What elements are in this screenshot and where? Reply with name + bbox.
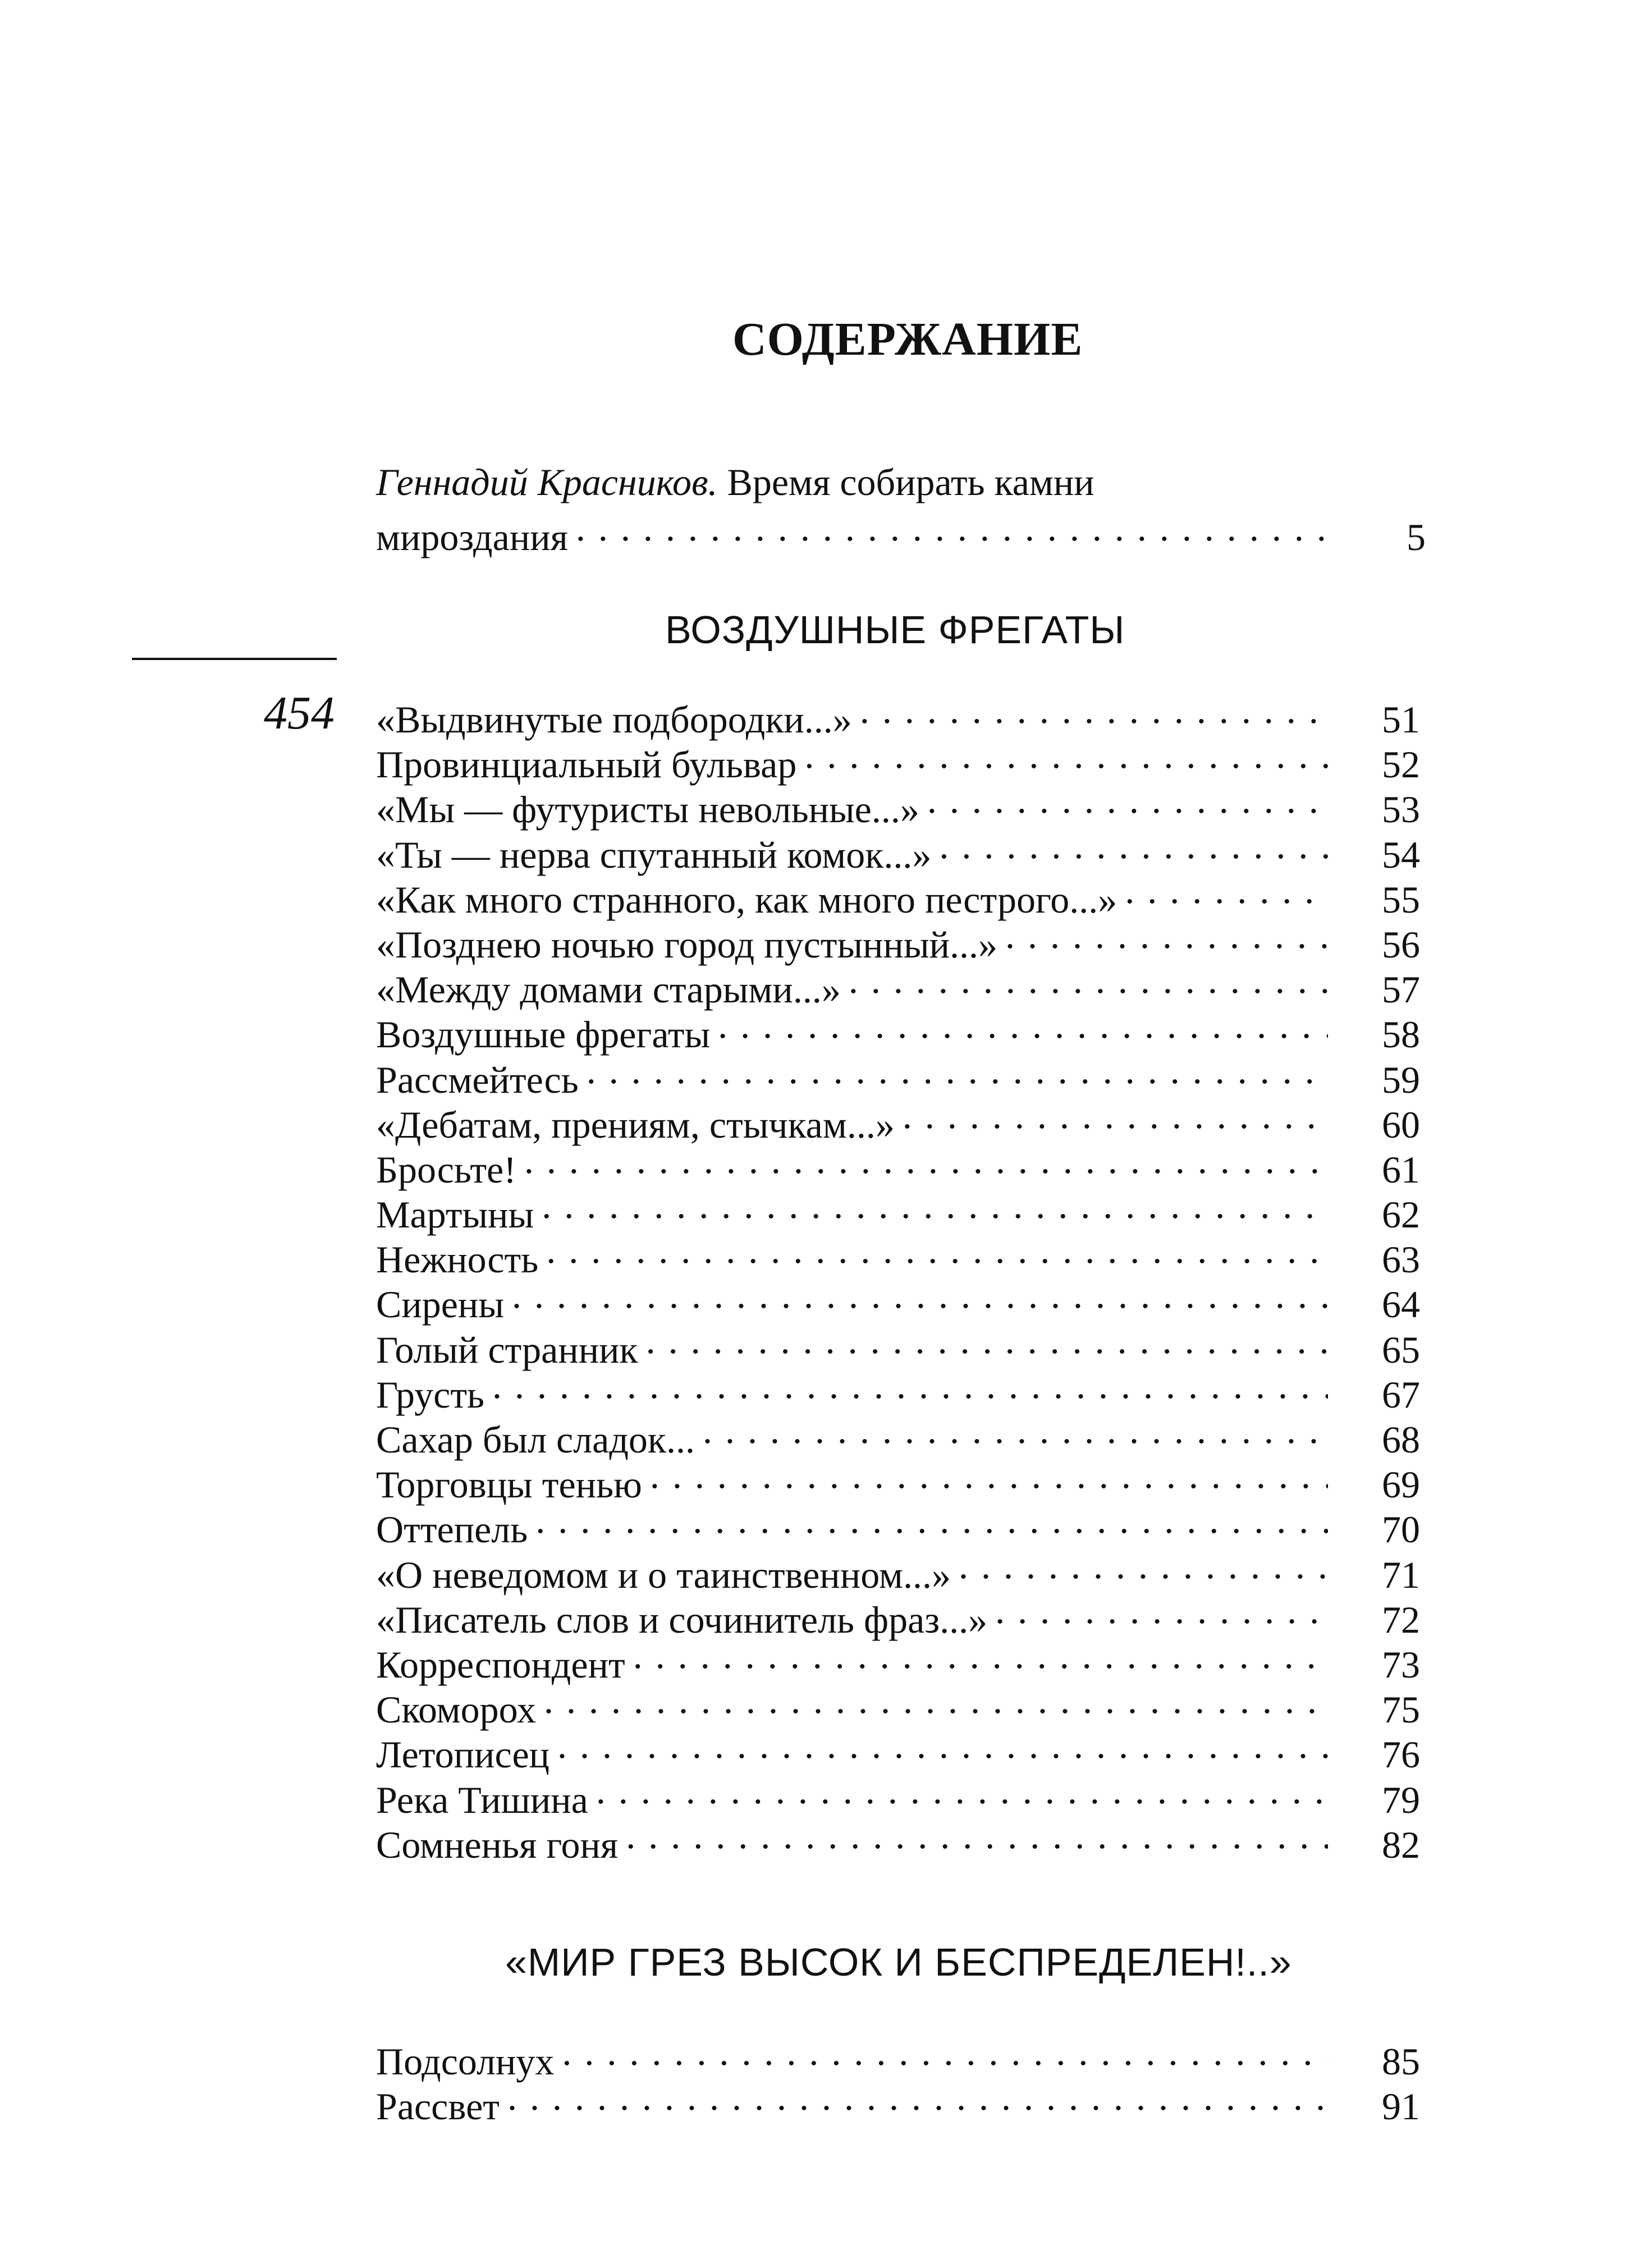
intro-page-number: 5 [1407,516,1426,558]
toc-entry-title: «Писатель слов и сочинитель фраз...» [376,1598,988,1641]
toc-entry-title: Летописец [376,1733,550,1776]
toc-entry[interactable] [376,1408,1420,1461]
toc-entry-title: Рассвет [376,2085,500,2128]
toc-entry-page: 71 [1382,1553,1420,1596]
toc-entry[interactable] [376,1183,1420,1236]
dot-leader [633,1633,1328,1678]
toc-entry-page: 65 [1382,1328,1420,1371]
toc-entry-title: «О неведомом и о таинственном...» [376,1553,951,1596]
toc-entry-title: Грусть [376,1373,485,1416]
toc-entry-title: Голый странник [376,1328,638,1371]
dot-leader [596,1768,1328,1813]
toc-entry[interactable] [376,1318,1420,1371]
dot-leader [939,823,1328,868]
toc-entry-title: Мартыны [376,1193,534,1236]
toc-entry-page: 64 [1382,1283,1420,1326]
toc-entry-title: Оттепель [376,1508,528,1551]
intro-entry[interactable] [376,459,1426,558]
toc-entry-page: 72 [1382,1598,1420,1641]
toc-entry-title: «Ты — нерва спутанный комок...» [376,833,932,876]
dot-leader [542,1183,1328,1227]
dot-leader [959,1543,1328,1588]
toc-entry-page: 63 [1382,1238,1420,1281]
toc-entry[interactable] [376,1272,1420,1326]
toc-entry-page: 57 [1382,968,1420,1011]
section-title: «МИР ГРЕЗ ВЫСОК И БЕСПРЕДЕЛЕН!..» [505,1940,1292,1984]
toc-entry-page: 75 [1382,1688,1420,1731]
toc-entry[interactable] [376,688,1420,741]
dot-leader [576,505,1334,550]
toc-entry-title: «Позднею ночью город пустынный...» [376,923,998,966]
toc-entry-page: 62 [1382,1193,1420,1236]
toc-entry-title: Сирены [376,1283,505,1326]
toc-entry-title: «Между домами старыми...» [376,968,841,1011]
toc-section-1 [376,688,1420,1866]
toc-entry-page: 59 [1382,1058,1420,1101]
toc-entry-page: 76 [1382,1733,1420,1776]
dot-leader [650,1453,1328,1497]
toc-entry-page: 61 [1382,1148,1420,1191]
toc-entry-page: 55 [1382,878,1420,921]
toc-section-2 [376,2029,1420,2128]
dot-leader [492,1363,1328,1408]
toc-entry-title: Сомненья гоня [376,1823,619,1866]
toc-entry-page: 79 [1382,1778,1420,1821]
folio-page-number: 454 [264,687,335,739]
toc-entry-page: 69 [1382,1463,1420,1506]
toc-entry-page: 73 [1382,1643,1420,1686]
intro-title-start: Время собирать камни [717,461,1094,503]
toc-entry-page: 58 [1382,1013,1420,1056]
toc-entry-title: Река Тишина [376,1778,588,1821]
toc-entry-page: 67 [1382,1373,1420,1416]
toc-entry-page: 70 [1382,1508,1420,1551]
toc-entry-title: «Мы — футуристы невольные...» [376,788,919,831]
dot-leader [1005,913,1328,957]
dot-leader [903,1093,1328,1138]
dot-leader [804,732,1328,777]
toc-entry[interactable] [376,2029,1420,2083]
toc-entry[interactable] [376,1363,1420,1416]
dot-leader [927,777,1328,822]
dot-leader [524,1138,1328,1183]
page-title: СОДЕРЖАНИЕ [732,313,1083,365]
toc-entry[interactable] [376,1138,1420,1191]
dot-leader [646,1318,1328,1363]
toc-entry-title: «Выдвинутые подбородки...» [376,698,852,741]
dot-leader [626,1813,1328,1858]
dot-leader [587,1048,1328,1093]
intro-title-end: мироздания [376,516,568,558]
toc-entry-page: 53 [1382,788,1420,831]
intro-title-line1 [376,459,1426,505]
toc-entry-page: 54 [1382,833,1420,876]
toc-entry-title: Подсолнух [376,2040,555,2083]
dot-leader [849,957,1328,1002]
toc-entry-page: 68 [1382,1418,1420,1461]
toc-entry-page: 52 [1382,743,1420,786]
dot-leader [544,1678,1328,1722]
dot-leader [535,1497,1328,1542]
dot-leader [718,1002,1328,1047]
folio-rule [132,658,337,660]
dot-leader [557,1722,1328,1767]
toc-entry[interactable] [376,1543,1420,1596]
toc-entry-title: Воздушные фрегаты [376,1013,711,1056]
toc-entry-title: Рассмейтесь [376,1058,579,1101]
toc-entry-title: «Дебатам, прениям, стычкам...» [376,1103,895,1146]
toc-entry-title: Провинциальный бульвар [376,743,797,786]
toc-entry-page: 85 [1382,2040,1420,2083]
dot-leader [703,1408,1328,1453]
toc-entry-page: 60 [1382,1103,1420,1146]
toc-entry-title: «Как много странного, как много пестрого...» [376,878,1117,921]
toc-entry-title: Торговцы тенью [376,1463,642,1506]
toc-entry-page: 51 [1382,698,1420,741]
toc-entry-page: 56 [1382,923,1420,966]
toc-entry-title: Корреспондент [376,1643,625,1686]
dot-leader [507,2074,1328,2119]
toc-entry-page: 91 [1382,2085,1420,2128]
section-title: ВОЗДУШНЫЕ ФРЕГАТЫ [665,608,1125,652]
dot-leader [546,1227,1328,1272]
intro-title-line2 [376,505,1426,558]
toc-entry-title: Бросьте! [376,1148,516,1191]
dot-leader [1125,868,1328,913]
toc-entry-title: Нежность [376,1238,539,1281]
dot-leader [512,1272,1328,1317]
dot-leader [562,2029,1328,2074]
toc-entry-title: Скоморох [376,1688,536,1731]
toc-entry-title: Сахар был сладок... [376,1418,695,1461]
dot-leader [995,1588,1328,1633]
dot-leader [860,688,1328,732]
toc-entry-page: 82 [1382,1823,1420,1866]
intro-author: Геннадий Красников. [376,461,718,503]
toc-entry[interactable] [376,2074,1420,2128]
